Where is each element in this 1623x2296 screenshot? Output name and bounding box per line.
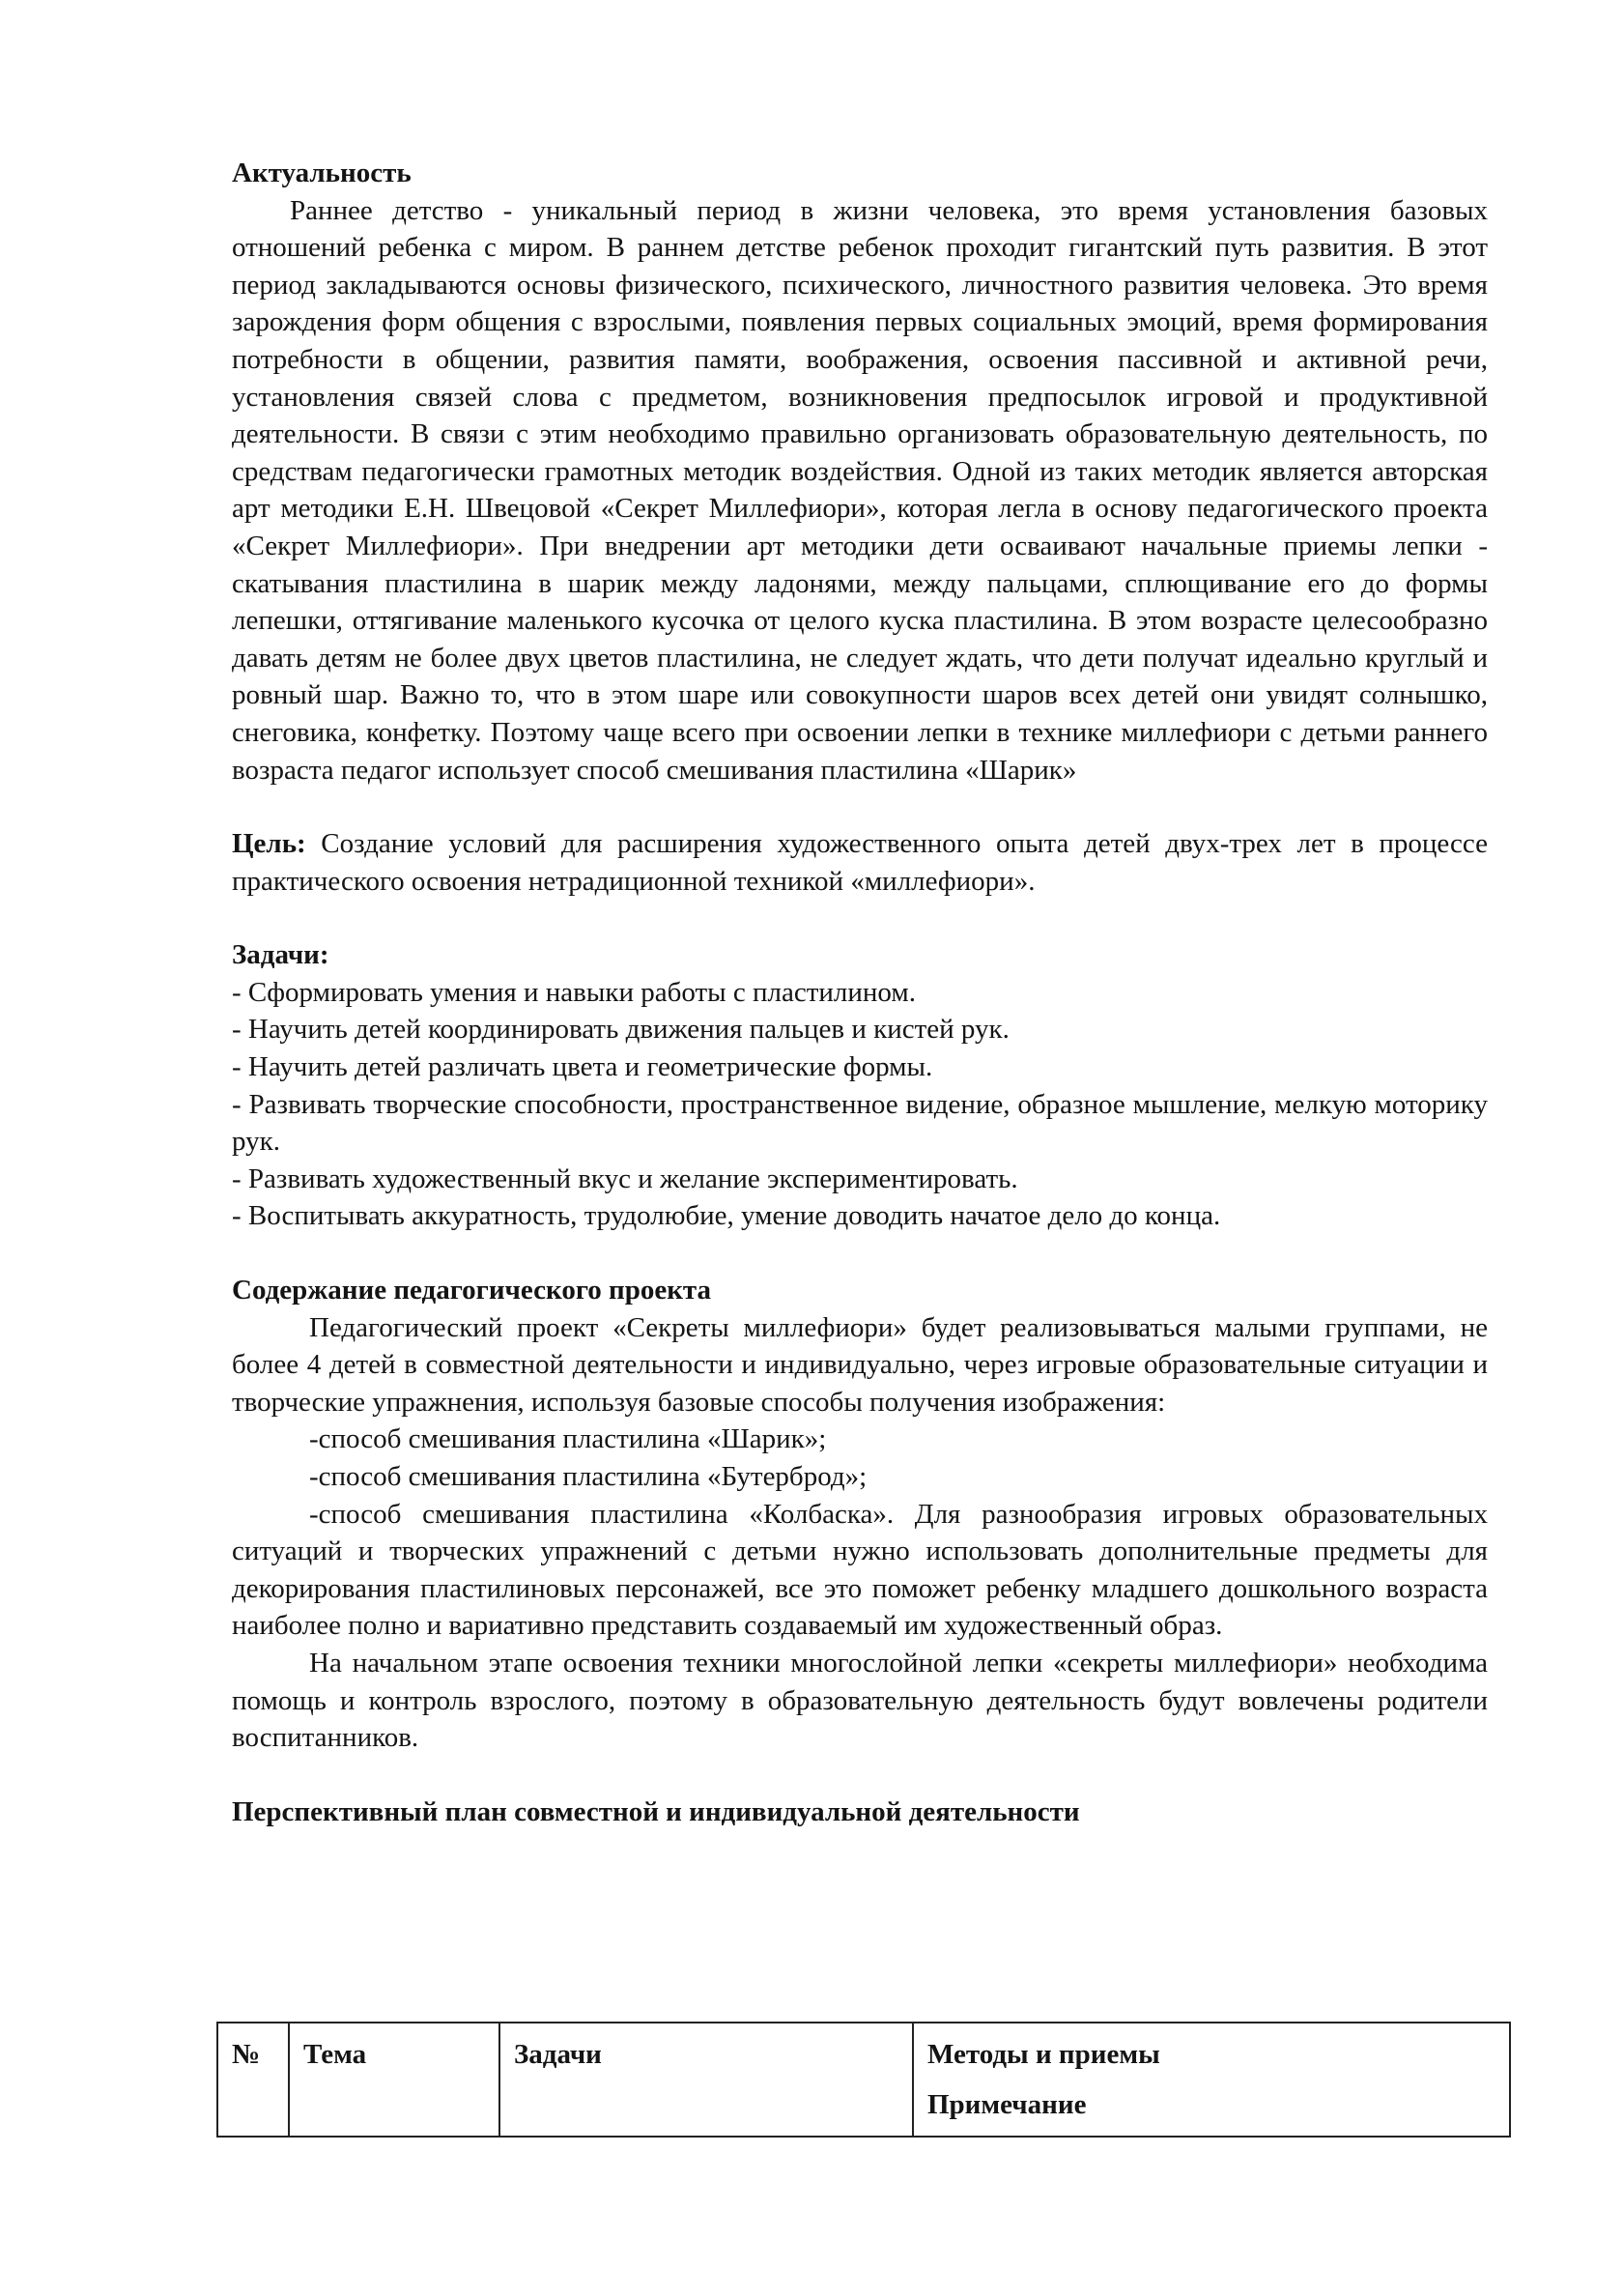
goal-paragraph xyxy=(232,825,1488,900)
method-item: -способ смешивания пластилина «Шарик»; xyxy=(309,1423,827,1455)
task-item: - Научить детей координировать движения пальцев и кистей рук. xyxy=(232,1014,1010,1046)
method-item: -способ смешивания пластилина «Бутерброд»; xyxy=(309,1461,868,1492)
content-heading: Содержание педагогического проекта xyxy=(232,1275,712,1306)
spacer xyxy=(232,1757,1488,1794)
goal-text: Создание условий для расширения художественного опыта детей двух-трех лет в процессе практического освоения нетрадиционной техникой «миллефиори». xyxy=(232,828,1488,897)
plan-table xyxy=(216,2022,1511,2138)
task-item: - Развивать художественный вкус и желание экспериментировать. xyxy=(232,1162,1018,1194)
plan-heading: Перспективный план совместной и индивидуальной деятельности xyxy=(232,1795,1080,1827)
goal-label: Цель: xyxy=(232,828,306,860)
task-item: - Воспитывать аккуратность, трудолюбие, умение доводить начатое дело до конца. xyxy=(232,1200,1221,1232)
spacer xyxy=(232,789,1488,825)
col-methods-label: Методы и приемы xyxy=(927,2039,1160,2070)
task-item: - Сформировать умения и навыки работы с пластилином. xyxy=(232,976,916,1008)
col-tasks: Задачи xyxy=(499,2023,913,2137)
col-methods xyxy=(913,2023,1510,2137)
col-number: № xyxy=(217,2023,289,2137)
content-intro: Педагогический проект «Секреты миллефиори» будет реализовываться малыми группами, не более 4 детей в совместной деятельности и индивидуально, через игровые образовательные ситуации и творческие упражнения, используя базовые способы получения изображения: xyxy=(232,1311,1488,1418)
relevance-paragraph: Раннее детство - уникальный период в жизни человека, это время установления базовых отношений ребенка с миром. В раннем детстве ребенок проходит гигантский путь развития. В этот период закладываются основы физического, психического, личностного развития человека. Это время зарождения форм общения с взрослыми, появления первых социальных эмоций, время формирования потребности в общении, развития памяти, воображения, освоения пассивной и активной речи, установления связей слова с предметом, возникновения предпосылок игровой и продуктивной деятельности. В связи с этим необходимо правильно организовать образовательную деятельность, по средствам педагогически грамотных методик воздействия. Одной из таких методик является авторская арт методики Е.Н. Швецовой «Секрет Миллефиори», которая легла в основу педагогического проекта «Секрет Миллефиори». При внедрении арт методики дети осваивают начальные приемы лепки - скатывания пластилина в шарик между ладонями, между пальцами, сплющивание его до формы лепешки, оттягивание маленького кусочка от целого куска пластилина. В этом возрасте целесообразно давать детям не более двух цветов пластилина, не следует ждать, что дети получат идеально круглый и ровный шар. Важно то, что в этом шаре или совокупности шаров всех детей они увидят солнышко, снеговика, конфетку. Поэтому чаще всего при освоении лепки в технике миллефиори с детьми раннего возраста педагог использует способ смешивания пластилина «Шарик» xyxy=(232,194,1488,786)
task-item: - Развивать творческие способности, пространственное видение, образное мышление, мелкую моторику рук. xyxy=(232,1088,1488,1158)
document-page xyxy=(232,155,1488,1830)
task-item: - Научить детей различать цвета и геометрические формы. xyxy=(232,1051,933,1083)
spacer xyxy=(232,900,1488,936)
col-note-label: Примечание xyxy=(927,2089,1087,2120)
tasks-heading: Задачи: xyxy=(232,939,329,971)
col-topic: Тема xyxy=(289,2023,499,2137)
content-final: На начальном этапе освоения техники многослойной лепки «секреты миллефиори» необходима помощь и контроль взрослого, поэтому в образовательную деятельность будут вовлечены родители воспитанников. xyxy=(232,1647,1488,1754)
relevance-heading: Актуальность xyxy=(232,158,412,188)
table-header-row xyxy=(217,2023,1510,2137)
method-item: -способ смешивания пластилина «Колбаска». Для разнообразия игровых образовательных ситуаций и творческих упражнений с детьми нужно использовать дополнительные предметы для декорирования пластилиновых персонажей, все это поможет ребенку младшего дошкольного возраста наиболее полно и вариативно представить создаваемый им художественный образ. xyxy=(232,1498,1488,1642)
spacer xyxy=(232,1235,1488,1272)
